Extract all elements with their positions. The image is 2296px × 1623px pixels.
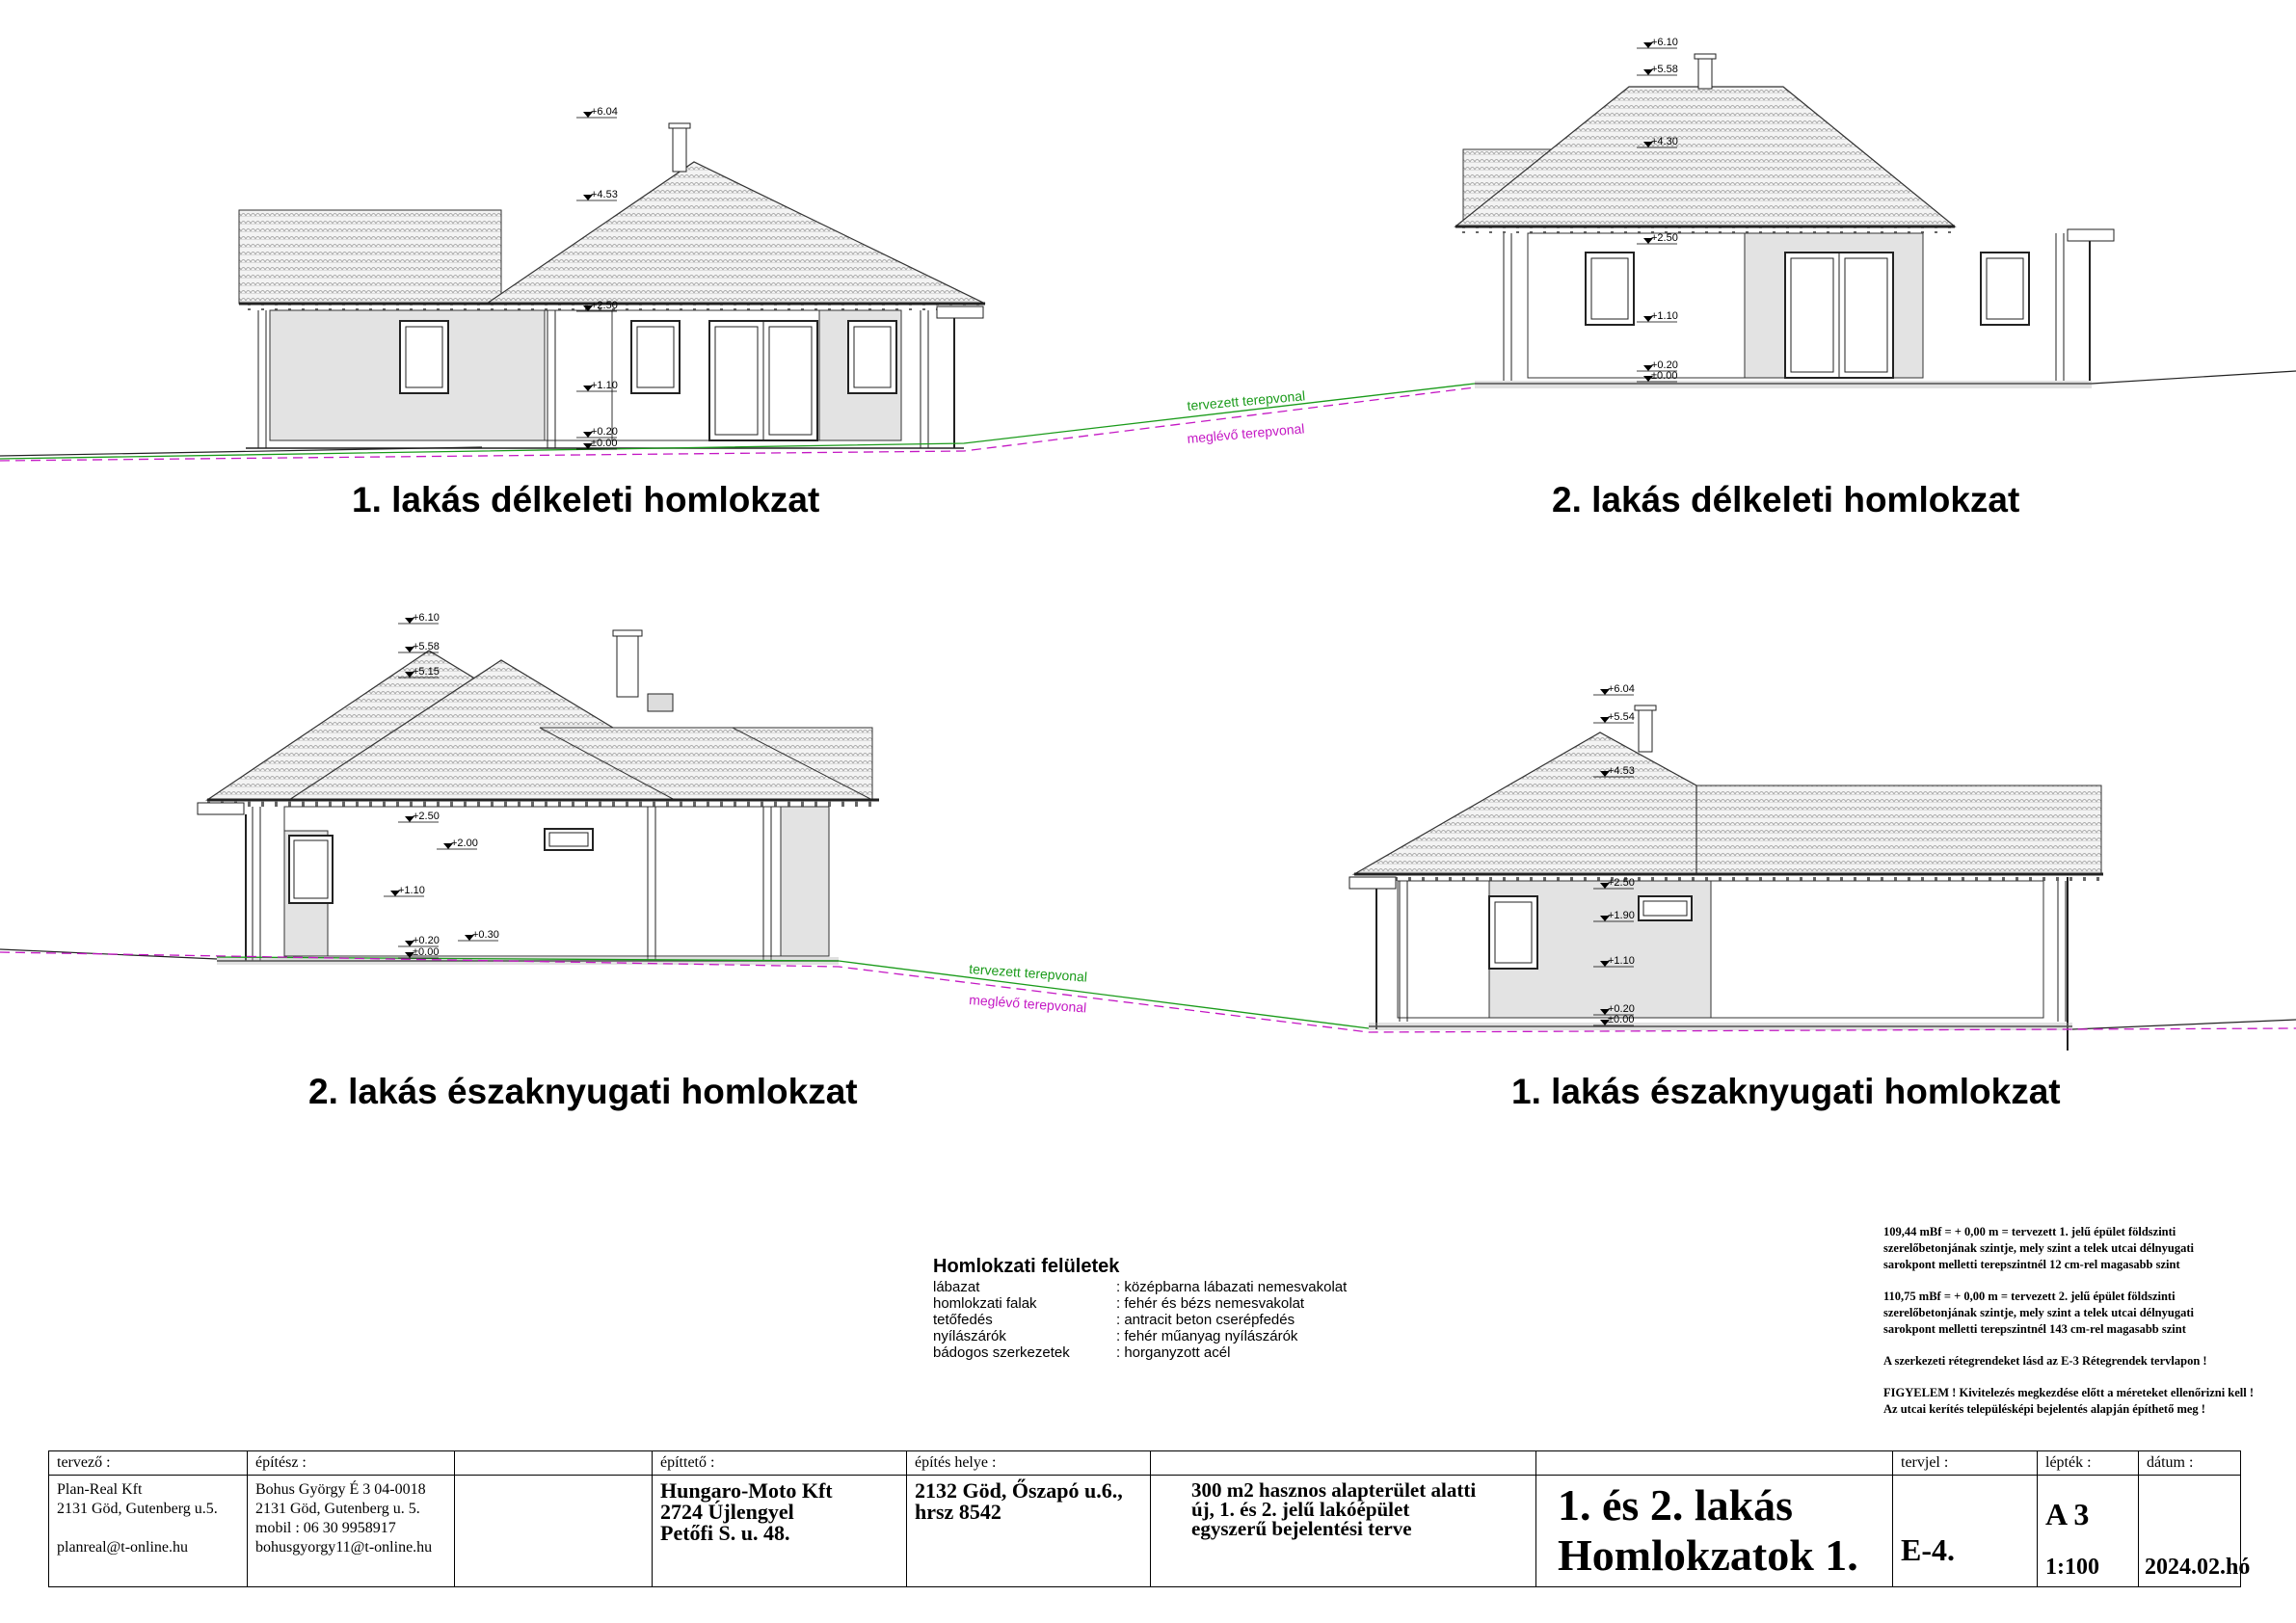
tb-designer: tervező : Plan-Real Kft 2131 Göd, Gutenberg u.5. planreal@t-online.hu xyxy=(49,1451,248,1586)
elevation-title: 2. lakás északnyugati homlokzat xyxy=(308,1072,858,1111)
level-label: +4.53 xyxy=(591,189,618,200)
tb-architect: építész : Bohus György É 3 04-0018 2131 Göd, Gutenberg u. 5. mobil : 06 30 9958917 bohusgyorgy11@t-online.hu xyxy=(248,1451,455,1586)
level-label: +0.20 xyxy=(1608,1003,1635,1015)
level-label: +1.10 xyxy=(591,380,618,391)
tb-scale: lépték : A 3 1:100 xyxy=(2038,1451,2139,1586)
level-label: +5.58 xyxy=(413,641,440,652)
level-notes xyxy=(1883,1224,2288,1433)
gutter xyxy=(2068,229,2114,241)
label-existing-terrain: meglévő terepvonal xyxy=(1186,420,1305,446)
finish-row: nyílászárók : fehér műanyag nyílászárók xyxy=(933,1328,1298,1344)
tb-client: építtető : Hungaro-Moto Kft 2724 Újlengyel Petőfi S. u. 48. xyxy=(653,1451,907,1586)
note: 109,44 mBf = + 0,00 m = tervezett 1. jelű épület földszinti szerelőbetonjának szintje, mely szint a telek utcai délnyugati sarokpont melletti terepszintnél 12 cm-rel magasabb szint xyxy=(1883,1225,2194,1271)
finish-row: bádogos szerkezetek : horganyzott acél xyxy=(933,1344,1231,1361)
window xyxy=(289,836,333,903)
label-planned-terrain-2: tervezett terepvonal xyxy=(968,961,1088,985)
finish-row: lábazat : középbarna lábazati nemesvakolat xyxy=(933,1279,1348,1295)
level-label: +0.30 xyxy=(472,929,499,941)
level-label: +6.04 xyxy=(1608,683,1635,695)
level-label: ±0.00 xyxy=(1651,370,1678,382)
note: FIGYELEM ! Kivitelezés megkezdése előtt a méreteket ellenőrizni kell ! Az utcai kerítés településképi bejelentés alapján építhető meg ! xyxy=(1883,1386,2255,1416)
level-label: +1.10 xyxy=(1608,955,1635,967)
finish-row: tetőfedés : antracit beton cserépfedés xyxy=(933,1312,1295,1328)
window xyxy=(631,321,680,393)
level-label: +1.90 xyxy=(1608,910,1635,921)
level-label: ±0.00 xyxy=(1608,1014,1635,1025)
window xyxy=(400,321,448,393)
note: A szerkezeti rétegrendeket lásd az E-3 Rétegrendek tervlapon ! xyxy=(1883,1354,2207,1368)
gutter xyxy=(1349,877,1396,889)
window xyxy=(848,321,896,393)
level-label: +0.20 xyxy=(413,935,440,946)
chimney xyxy=(1639,708,1652,752)
level-label: +5.58 xyxy=(1651,64,1678,75)
level-label: +0.20 xyxy=(591,426,618,438)
gutter xyxy=(937,306,983,318)
elevation-title: 1. lakás délkeleti homlokzat xyxy=(352,480,820,519)
level-label: +2.50 xyxy=(1651,232,1678,244)
roof-gable-front xyxy=(487,162,985,304)
window xyxy=(1489,896,1537,969)
roof-hip-back xyxy=(239,210,501,304)
label-planned-terrain: tervezett terepvonal xyxy=(1186,387,1306,413)
roof-window xyxy=(648,694,673,711)
elevation-1 xyxy=(0,123,985,456)
window xyxy=(1586,253,1634,325)
level-label: ±0.00 xyxy=(413,946,440,958)
level-label: +2.00 xyxy=(451,838,478,849)
gutter xyxy=(198,803,244,814)
tb-project: 300 m2 hasznos alapterület alatti új, 1. és 2. jelű lakóépület egyszerű bejelentési terve xyxy=(1151,1451,1536,1586)
level-label: +2.50 xyxy=(591,300,618,311)
roof-main-side xyxy=(1682,785,2101,874)
chimney xyxy=(617,634,638,697)
level-label: +6.10 xyxy=(413,612,440,624)
title-block xyxy=(48,1450,2251,1587)
wall xyxy=(284,807,781,956)
tb-blank xyxy=(455,1451,653,1586)
tb-code: tervjel : E-4. xyxy=(1893,1451,2038,1586)
level-label: +1.10 xyxy=(1651,310,1678,322)
level-label: +6.10 xyxy=(1651,37,1678,48)
roof-gable xyxy=(1354,732,1696,874)
level-label: +5.15 xyxy=(413,666,440,678)
level-label: ±0.00 xyxy=(591,438,618,449)
facade-finishes xyxy=(933,1256,1348,1361)
level-label: +0.20 xyxy=(1651,359,1678,371)
tb-date: dátum : 2024.02.hó xyxy=(2139,1451,2240,1586)
label-existing-terrain-2: meglévő terepvonal xyxy=(968,992,1087,1016)
finishes-title: Homlokzati felületek xyxy=(933,1256,1120,1277)
note: 110,75 mBf = + 0,00 m = tervezett 2. jelű épület földszinti szerelőbetonjának szintje, mely szint a telek utcai délnyugati sarokpont melletti terepszintnél 143 cm-rel magasabb szint xyxy=(1883,1290,2194,1336)
finish-row: homlokzati falak : fehér és bézs nemesvakolat xyxy=(933,1295,1305,1312)
elevation-title: 1. lakás északnyugati homlokzat xyxy=(1511,1072,2061,1111)
level-label: +2.50 xyxy=(413,811,440,822)
chimney xyxy=(1698,56,1712,89)
elevation-3 xyxy=(0,630,879,965)
window xyxy=(1981,253,2029,325)
wall-left xyxy=(1528,233,1745,378)
level-label: +4.53 xyxy=(1608,765,1635,777)
level-label: +2.50 xyxy=(1608,877,1635,889)
tb-sheet-title: 1. és 2. lakás Homlokzatok 1. xyxy=(1536,1451,1893,1586)
elevation-title: 2. lakás délkeleti homlokzat xyxy=(1552,480,2020,519)
level-label: +6.04 xyxy=(591,106,618,118)
tb-site: építés helye : 2132 Göd, Őszapó u.6., hrsz 8542 xyxy=(907,1451,1151,1586)
level-label: +4.30 xyxy=(1651,136,1678,147)
level-label: +1.10 xyxy=(398,885,425,896)
level-label: +5.54 xyxy=(1608,711,1635,723)
elevation-2 xyxy=(1455,54,2296,388)
window xyxy=(545,829,593,850)
chimney xyxy=(673,125,686,172)
window xyxy=(1639,896,1692,920)
elevation-4 xyxy=(1349,705,2296,1051)
